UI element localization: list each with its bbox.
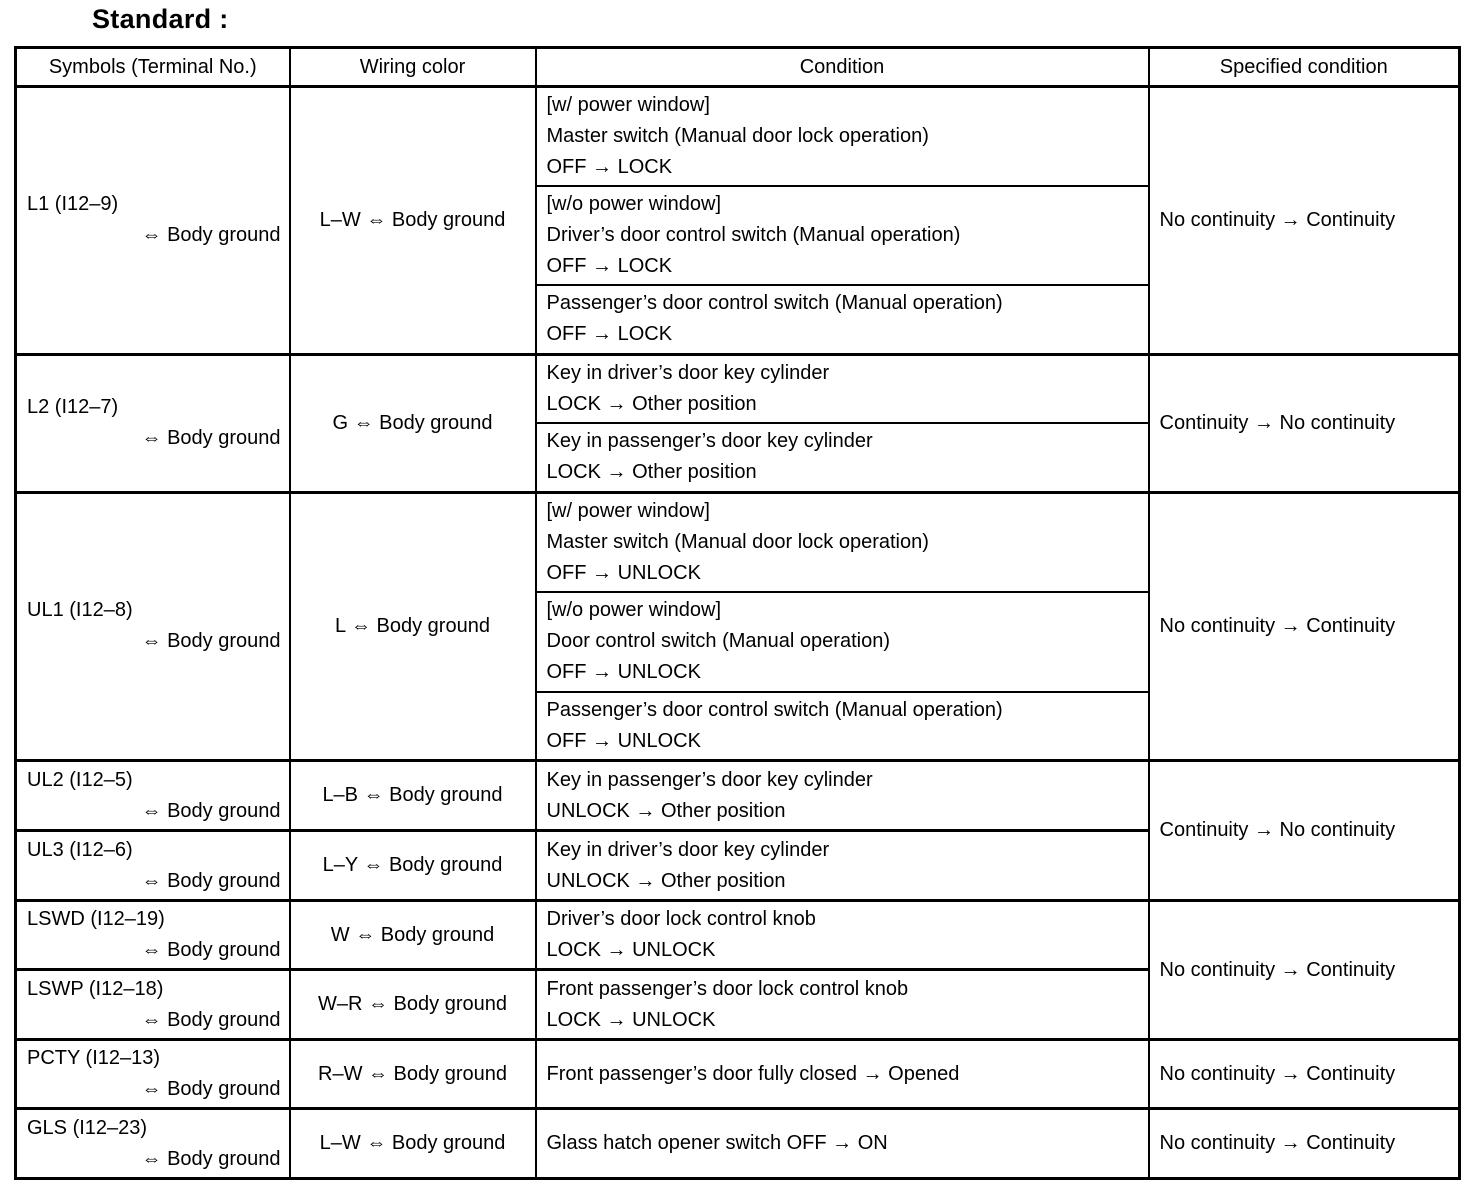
symbol-cell xyxy=(16,1109,290,1179)
condition-line: OFF → UNLOCK xyxy=(546,729,701,752)
specified-condition-cell: No continuity → Continuity xyxy=(1149,87,1460,355)
condition-line: Key in driver’s door key cylinder xyxy=(546,361,830,384)
condition-line: Key in passenger’s door key cylinder xyxy=(546,430,873,453)
symbol-cell xyxy=(16,761,290,831)
condition-cell xyxy=(536,423,1149,492)
condition-cell xyxy=(536,354,1149,423)
condition-line: Key in passenger’s door key cylinder xyxy=(546,768,873,791)
symbol-ground-label: ⇔ Body ground xyxy=(141,1008,281,1031)
column-header-condition: Condition xyxy=(536,48,1149,87)
symbol-terminal-label: UL2 (I12–5) xyxy=(27,768,133,791)
wiring-color-cell: L–Y ⇔ Body ground xyxy=(290,831,536,901)
condition-line: UNLOCK → Other position xyxy=(546,869,786,892)
specified-condition-cell: No continuity → Continuity xyxy=(1149,1040,1460,1109)
condition-cell xyxy=(536,492,1149,592)
column-header-wiring-color: Wiring color xyxy=(290,48,536,87)
condition-line: OFF → LOCK xyxy=(546,156,673,178)
specified-condition-cell: No continuity → Continuity xyxy=(1149,492,1460,761)
condition-cell xyxy=(536,1040,1149,1109)
symbol-terminal-label: L2 (I12–7) xyxy=(27,396,119,418)
condition-line: Driver’s door lock control knob xyxy=(546,908,816,930)
wiring-color-cell: L–W ⇔ Body ground xyxy=(290,1109,536,1179)
condition-cell xyxy=(536,592,1149,692)
specified-condition-cell: Continuity → No continuity xyxy=(1149,354,1460,492)
condition-line: LOCK → Other position xyxy=(546,392,757,415)
condition-cell xyxy=(536,285,1149,354)
condition-line: Door control switch (Manual operation) xyxy=(546,630,890,652)
condition-line: OFF → UNLOCK xyxy=(546,561,701,584)
condition-line: Front passenger’s door fully closed → Opened xyxy=(546,1062,960,1085)
specified-condition-cell: Continuity → No continuity xyxy=(1149,761,1460,901)
symbol-ground-label: ⇔ Body ground xyxy=(141,1147,281,1170)
symbol-cell xyxy=(16,901,290,970)
condition-cell xyxy=(536,1109,1149,1179)
terminal-continuity-table xyxy=(14,46,1461,1180)
wiring-color-cell: W–R ⇔ Body ground xyxy=(290,970,536,1040)
condition-cell xyxy=(536,970,1149,1040)
symbol-cell xyxy=(16,1040,290,1109)
symbol-ground-label: ⇔ Body ground xyxy=(141,427,281,449)
symbol-terminal-label: L1 (I12–9) xyxy=(27,193,119,216)
symbol-terminal-label: GLS (I12–23) xyxy=(27,1116,148,1139)
wiring-color-cell: R–W ⇔ Body ground xyxy=(290,1040,536,1109)
condition-line: Driver’s door control switch (Manual operation) xyxy=(546,224,961,246)
condition-line: [w/ power window] xyxy=(546,499,710,522)
condition-line: LOCK → UNLOCK xyxy=(546,1008,716,1031)
symbol-ground-label: ⇔ Body ground xyxy=(141,630,281,653)
wiring-color-cell: G ⇔ Body ground xyxy=(290,354,536,492)
symbol-ground-label: ⇔ Body ground xyxy=(141,224,281,247)
symbol-terminal-label: LSWD (I12–19) xyxy=(27,908,165,930)
condition-line: Master switch (Manual door lock operation) xyxy=(546,530,929,553)
condition-line: Key in driver’s door key cylinder xyxy=(546,838,830,861)
symbol-ground-label: ⇔ Body ground xyxy=(141,1078,281,1100)
symbol-cell xyxy=(16,492,290,761)
condition-line: Glass hatch opener switch OFF → ON xyxy=(546,1132,888,1154)
condition-line: OFF → LOCK xyxy=(546,255,673,277)
condition-cell xyxy=(536,186,1149,285)
condition-cell xyxy=(536,831,1149,901)
condition-line: Passenger’s door control switch (Manual operation) xyxy=(546,292,1003,315)
condition-line: OFF → LOCK xyxy=(546,323,673,346)
wiring-color-cell: W ⇔ Body ground xyxy=(290,901,536,970)
symbol-cell xyxy=(16,87,290,355)
condition-cell xyxy=(536,692,1149,761)
condition-line: UNLOCK → Other position xyxy=(546,799,786,822)
condition-line: LOCK → Other position xyxy=(546,461,757,484)
condition-cell xyxy=(536,87,1149,187)
page-title: Standard : xyxy=(92,4,229,34)
condition-line: OFF → UNLOCK xyxy=(546,661,701,683)
wiring-color-cell: L–W ⇔ Body ground xyxy=(290,87,536,355)
symbol-ground-label: ⇔ Body ground xyxy=(141,799,281,822)
condition-line: Passenger’s door control switch (Manual operation) xyxy=(546,698,1003,721)
symbol-terminal-label: PCTY (I12–13) xyxy=(27,1047,161,1069)
condition-cell xyxy=(536,901,1149,970)
condition-line: Front passenger’s door lock control knob xyxy=(546,977,909,1000)
specified-condition-cell: No continuity → Continuity xyxy=(1149,901,1460,1040)
condition-line: [w/ power window] xyxy=(546,94,710,116)
symbol-terminal-label: LSWP (I12–18) xyxy=(27,977,164,1000)
column-header-symbols: Symbols (Terminal No.) xyxy=(16,48,290,87)
symbol-cell xyxy=(16,831,290,901)
condition-line: [w/o power window] xyxy=(546,599,722,621)
condition-line: Master switch (Manual door lock operation) xyxy=(546,125,929,147)
symbol-ground-label: ⇔ Body ground xyxy=(141,869,281,892)
symbol-ground-label: ⇔ Body ground xyxy=(141,939,281,961)
wiring-color-cell: L–B ⇔ Body ground xyxy=(290,761,536,831)
symbol-terminal-label: UL3 (I12–6) xyxy=(27,838,133,861)
wiring-color-cell: L ⇔ Body ground xyxy=(290,492,536,761)
symbol-cell xyxy=(16,354,290,492)
symbol-cell xyxy=(16,970,290,1040)
column-header-specified-condition: Specified condition xyxy=(1149,48,1460,87)
symbol-terminal-label: UL1 (I12–8) xyxy=(27,599,133,622)
condition-cell xyxy=(536,761,1149,831)
condition-line: [w/o power window] xyxy=(546,193,722,215)
specified-condition-cell: No continuity → Continuity xyxy=(1149,1109,1460,1179)
condition-line: LOCK → UNLOCK xyxy=(546,939,716,961)
